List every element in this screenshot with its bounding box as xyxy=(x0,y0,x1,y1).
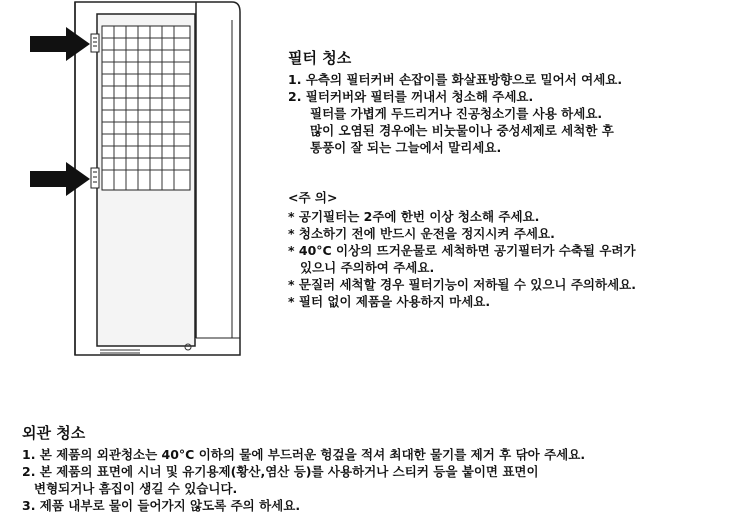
caution-item: * 청소하기 전에 반드시 운전을 정지시켜 주세요. xyxy=(288,226,555,241)
filter-cleaning-section xyxy=(288,50,622,156)
caution-item: * 필터 없이 제품을 사용하지 마세요. xyxy=(288,294,491,309)
filter-step-2-detail-3: 통풍이 잘 되는 그늘에서 말리세요. xyxy=(310,140,502,155)
arrow-right-icon xyxy=(30,27,90,61)
filter-step-1: 1. 우측의 필터커버 손잡이를 화살표방향으로 밀어서 여세요. xyxy=(288,72,623,87)
caution-heading: <주 의> xyxy=(288,190,338,205)
dehumidifier-side-illustration xyxy=(0,0,260,370)
caution-item: * 문질러 세척할 경우 필터기능이 저하될 수 있으니 주의하세요. xyxy=(288,277,636,292)
filter-cover-handle-top xyxy=(91,34,99,52)
caution-item-continued: 있으니 주의하여 주세요. xyxy=(300,260,435,275)
filter-cover-handle-bottom xyxy=(91,168,99,188)
filter-cover xyxy=(97,14,195,346)
caution-section xyxy=(288,189,636,310)
caution-item: * 공기필터는 2주에 한번 이상 청소해 주세요. xyxy=(288,209,540,224)
exterior-cleaning-heading: 외관 청소 xyxy=(22,424,86,442)
exterior-step-2: 2. 본 제품의 표면에 시너 및 유기용제(황산,염산 등)를 사용하거나 스티커 등을 붙이면 표면이 xyxy=(22,464,539,479)
arrow-right-icon xyxy=(30,162,90,196)
filter-step-2: 2. 필터커버와 필터를 꺼내서 청소해 주세요. xyxy=(288,89,534,104)
filter-step-2-detail-1: 필터를 가볍게 두드리거나 진공청소기를 사용 하세요. xyxy=(310,106,603,121)
caution-item: * 40°C 이상의 뜨거운물로 세척하면 공기필터가 수축될 우려가 xyxy=(288,243,636,258)
exterior-cleaning-section xyxy=(22,425,585,514)
exterior-step-2-continued: 변형되거나 흠집이 생길 수 있습니다. xyxy=(34,481,238,496)
exterior-step-3: 3. 제품 내부로 물이 들어가지 않도록 주의 하세요. xyxy=(22,498,301,513)
filter-step-2-detail-2: 많이 오염된 경우에는 비눗물이나 중성세제로 세척한 후 xyxy=(310,123,614,138)
exterior-step-1: 1. 본 제품의 외관청소는 40°C 이하의 물에 부드러운 헝겊을 적셔 최대한 물기를 제거 후 닦아 주세요. xyxy=(22,447,586,462)
filter-cleaning-heading: 필터 청소 xyxy=(288,49,352,67)
